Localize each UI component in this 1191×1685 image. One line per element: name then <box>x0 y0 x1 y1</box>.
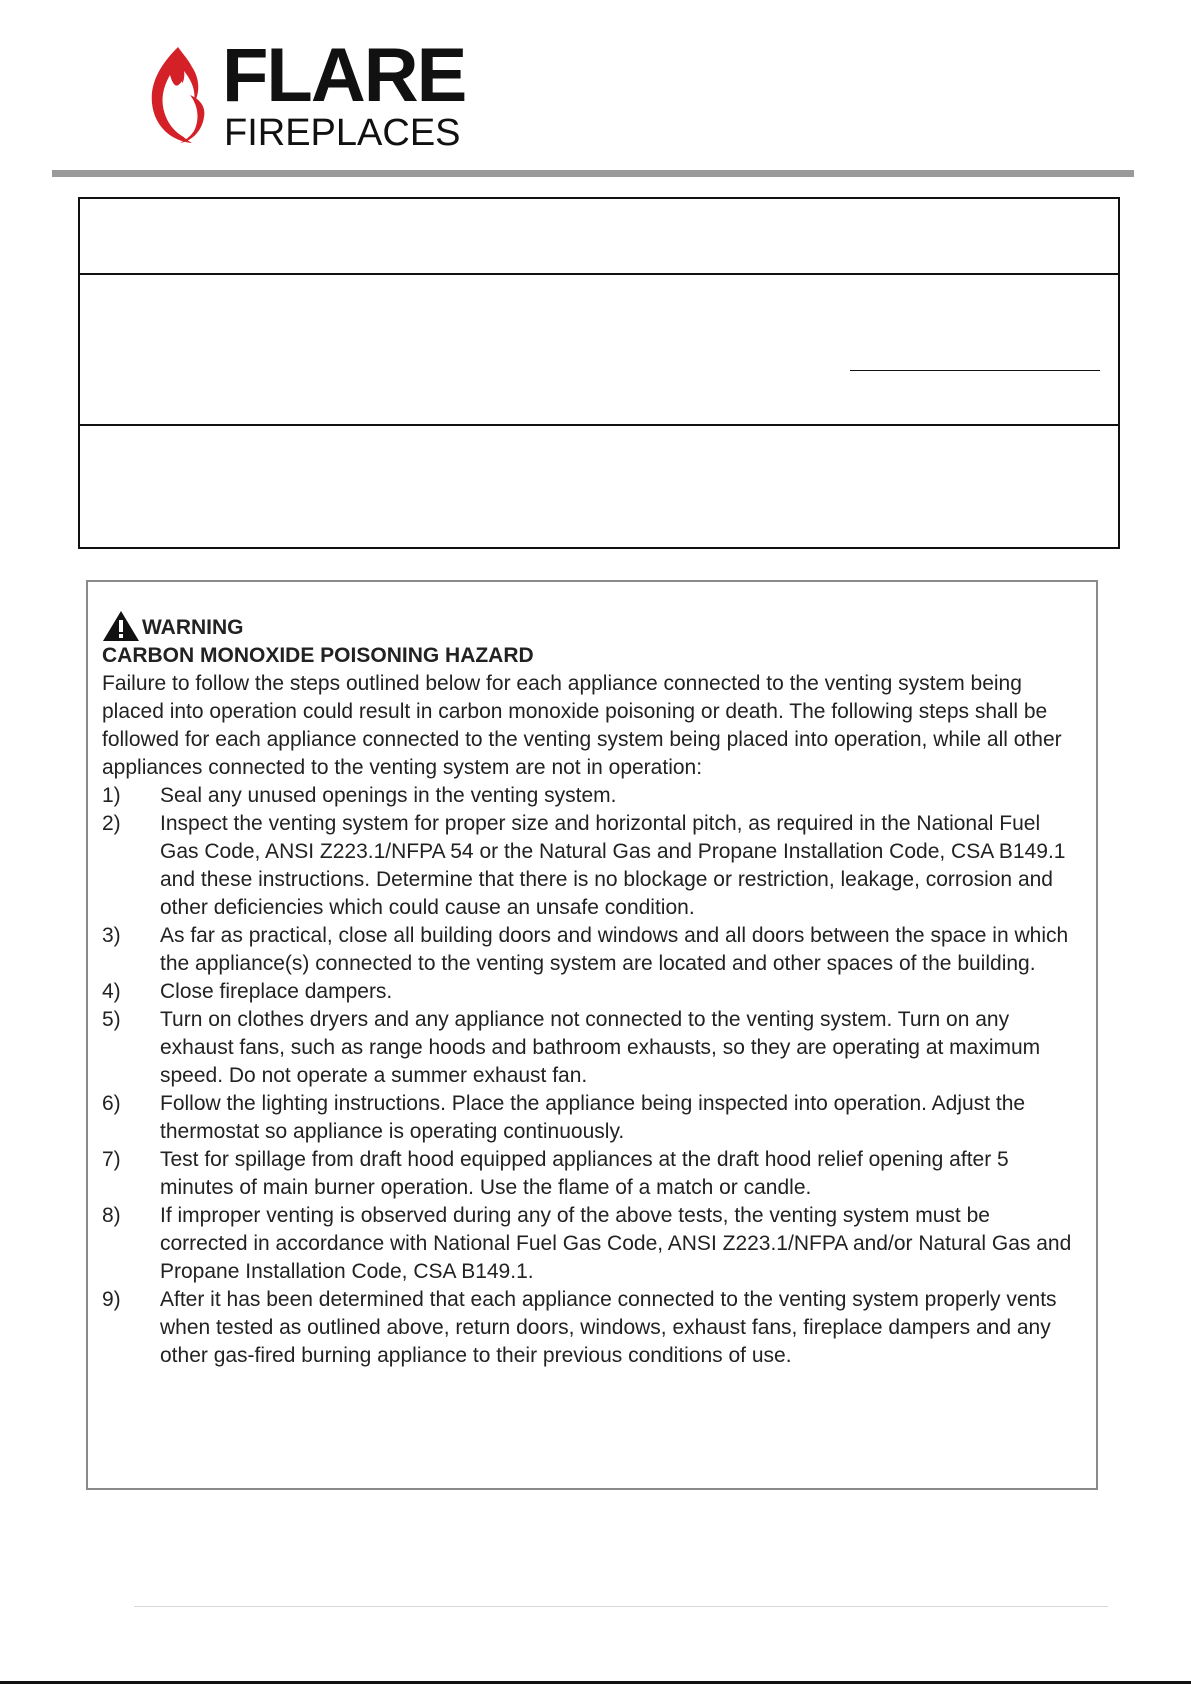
step-number: 3) <box>102 924 121 947</box>
step-item <box>102 1202 1082 1286</box>
step-item <box>102 922 1082 978</box>
step-number: 6) <box>102 1092 121 1115</box>
page-bottom-border <box>0 1681 1191 1684</box>
footer-divider <box>134 1606 1108 1607</box>
step-item <box>102 1090 1082 1146</box>
empty-box-2 <box>78 273 1120 426</box>
warning-box <box>86 580 1098 1490</box>
blank-fill-line <box>850 370 1100 371</box>
step-item <box>102 1006 1082 1090</box>
step-text: Follow the lighting instructions. Place the appliance being inspected into operation. Adjust the thermostat so appliance is operating continuously. <box>160 1092 1026 1143</box>
step-text: Inspect the venting system for proper size and horizontal pitch, as required in the National Fuel Gas Code, ANSI Z223.1/NFPA 54 or the Natural Gas and Propane Installation Code, CSA B149.1 and these instructions. Determine that there is no blockage or restriction, leakage, corrosion and other deficiencies which could cause an unsafe condition. <box>160 812 1066 919</box>
step-text: Test for spillage from draft hood equipped appliances at the draft hood relief opening after 5 minutes of main burner operation. Use the flame of a match or candle. <box>160 1148 1009 1199</box>
step-number: 7) <box>102 1148 121 1171</box>
step-number: 8) <box>102 1204 121 1227</box>
step-text: After it has been determined that each appliance connected to the venting system properly vents when tested as outlined above, return doors, windows, exhaust fans, fireplace dampers and any other gas-fired burning appliance to their previous conditions of use. <box>160 1288 1057 1367</box>
step-text: Turn on clothes dryers and any appliance not connected to the venting system. Turn on any exhaust fans, such as range hoods and bathroom exhausts, so they are operating at maximum speed. Do not operate a summer exhaust fan. <box>160 1008 1041 1087</box>
warning-label: WARNING <box>142 616 244 639</box>
steps-list <box>102 782 1082 1370</box>
step-text: If improper venting is observed during any of the above tests, the venting system must be corrected in accordance with National Fuel Gas Code, ANSI Z223.1/NFPA and/or Natural Gas and Propane Installation Code, CSA B149.1. <box>160 1204 1072 1283</box>
step-number: 2) <box>102 812 121 835</box>
step-number: 9) <box>102 1288 121 1311</box>
step-item <box>102 978 1082 1006</box>
step-item <box>102 1286 1082 1370</box>
header-divider <box>52 170 1134 177</box>
empty-box-1 <box>78 197 1120 275</box>
brand-logo <box>140 33 466 154</box>
logo-word-fireplaces: FIREPLACES <box>224 112 461 154</box>
step-number: 5) <box>102 1008 121 1031</box>
logo-word-flare: FLARE <box>222 33 466 118</box>
step-number: 1) <box>102 784 121 807</box>
step-number: 4) <box>102 980 121 1003</box>
flame-icon <box>140 45 210 145</box>
warning-title: CARBON MONOXIDE POISONING HAZARD <box>102 644 534 667</box>
empty-box-3 <box>78 424 1120 549</box>
warning-heading <box>102 610 1082 642</box>
step-item <box>102 810 1082 922</box>
warning-intro: Failure to follow the steps outlined below for each appliance connected to the venting system being placed into operation could result in carbon monoxide poisoning or death. The following steps shall be followed for each appliance connected to the venting system being placed into operation, while all other appliances connected to the venting system are not in operation: <box>102 672 1062 779</box>
step-text: Seal any unused openings in the venting system. <box>160 784 617 807</box>
step-text: As far as practical, close all building doors and windows and all doors between the space in which the appliance(s) connected to the venting system are located and other spaces of the building. <box>160 924 1069 975</box>
step-text: Close fireplace dampers. <box>160 980 393 1003</box>
warning-triangle-icon <box>102 610 140 642</box>
step-item <box>102 782 1082 810</box>
step-item <box>102 1146 1082 1202</box>
